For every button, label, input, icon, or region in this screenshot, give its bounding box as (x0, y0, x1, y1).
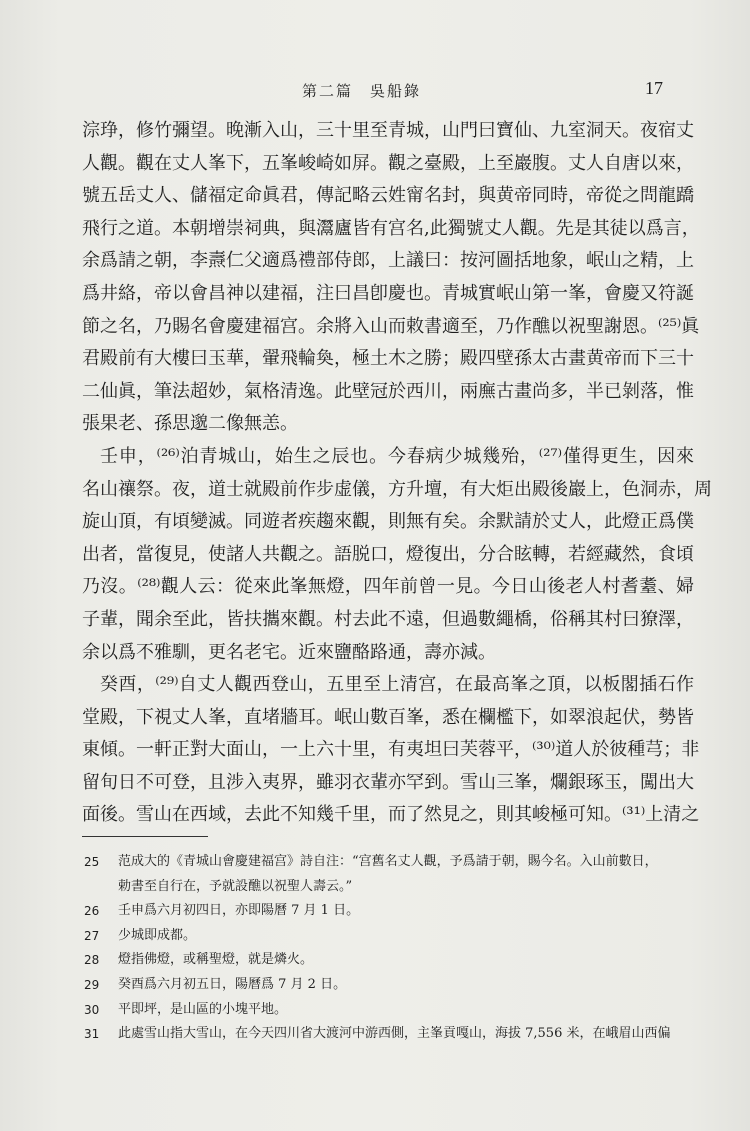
text-line: 堂殿，下視丈人峯，直堵牆耳。岷山數百峯，悉在欄檻下，如翠浪起伏，勢皆 (82, 706, 694, 728)
paragraph-start-line: 癸酉，⁽²⁹⁾自丈人觀西登山，五里至上清宫，在最高峯之頂，以板閣插石作 (100, 674, 694, 696)
text-line: 人觀。觀在丈人峯下，五峯峻崎如屏。觀之臺殿，上至巖腹。丈人自唐以來， (82, 152, 694, 174)
footnote (84, 948, 694, 973)
text-line: 留旬日不可登，且涉入夷界，雖羽衣輩亦罕到。雪山三峯，爛銀琢玉，闖出大 (82, 771, 694, 793)
text-line: 名山禳祭。夜，道士就殿前作步虚儀，方升壇，有大炬出殿後巖上，色洞赤，周 (82, 478, 712, 500)
text-line: 君殿前有大樓曰玉華，翬飛輪奐，極土木之勝；殿四壁孫太古畫黄帝而下三十 (82, 348, 694, 370)
footnote (84, 973, 694, 998)
text-line: 乃沒。⁽²⁸⁾觀人云：從來此峯無燈，四年前曾一見。今日山後老人村耆耋、婦 (82, 576, 694, 598)
text-line: 子輩，聞余至此，皆扶攜來觀。村去此不遠，但過數繩橋，俗稱其村曰獠澤， (82, 608, 694, 630)
text-line: 東傾。一軒正對大面山，一上六十里，有夷坦曰芙蓉平，⁽³⁰⁾道人於彼種芎；非 (82, 739, 700, 761)
running-head: 第二篇 吳船錄 (302, 82, 422, 100)
text-line: 飛行之道。本朝增崇祠典，與灊廬皆有宫名,此獨號丈人觀。先是其徒以爲言， (82, 217, 700, 239)
footnote-number: 30 (84, 1002, 100, 1017)
footnote-text: 癸酉爲六月初五日，陽曆爲 7 月 2 日。 (118, 976, 347, 992)
footnote (84, 899, 694, 924)
text-line: 爲井絡，帝以會昌神以建福，注曰昌卽慶也。青城實岷山第一峯，會慶又符誕 (82, 282, 694, 304)
footnote-separator (82, 836, 208, 837)
footnote-text: 范成大的《青城山會慶建福宫》詩自注：“宫舊名丈人觀，予爲請于朝，賜今名。入山前數日， (118, 854, 658, 869)
footnote-text: 少城即成都。 (118, 927, 197, 943)
body-text (82, 115, 712, 832)
footnote-number: 25 (84, 855, 100, 869)
footnote-number: 26 (84, 904, 100, 919)
text-line: 旋山頂，有頃變滅。同遊者疾趨來觀，則無有矣。余默請於丈人，此燈正爲僕 (82, 511, 694, 533)
footnote (84, 1022, 694, 1047)
footnote-text: 勅書至自行在，予就設醮以祝聖人壽云。” (118, 878, 353, 894)
text-line: 面後。雪山在西域，去此不知幾千里，而了然見之，則其峻極可知。⁽³¹⁾上清之 (82, 804, 700, 826)
footnote (84, 850, 694, 875)
page-header (0, 76, 750, 106)
footnote-number: 31 (84, 1027, 100, 1042)
text-line: 節之名，乃賜名會慶建福宫。余將入山而敕書適至，乃作醮以祝聖謝恩。⁽²⁵⁾眞 (82, 315, 700, 337)
text-line: 余爲請之朝，李燾仁父適爲禮部侍郎，上議曰：按河圖括地象，岷山之精，上 (82, 250, 694, 272)
text-line: 號五岳丈人、儲福定命眞君，傳記略云姓甯名封，與黄帝同時，帝從之問龍蹻 (82, 185, 694, 207)
footnote (84, 998, 694, 1023)
footnote-number: 28 (84, 953, 100, 968)
footnote-number: 29 (84, 977, 100, 992)
paragraph-start-line: 壬申，⁽²⁶⁾泊青城山，始生之辰也。今春病少城幾殆，⁽²⁷⁾僅得更生，因來 (100, 445, 694, 467)
text-line: 張果老、孫思邈二像無恙。 (82, 413, 298, 435)
text-line: 淙琤，修竹彌望。晚漸入山，三十里至青城，山門曰寶仙、九室洞天。夜宿丈 (82, 120, 694, 141)
footnote-continuation (84, 875, 694, 900)
text-line: 二仙眞，筆法超妙，氣格清逸。此壁冠於西川，兩廡古畫尚多，半已剝落，惟 (82, 380, 694, 402)
footnotes (84, 850, 694, 1047)
text-line: 出者，當復見，使諸人共觀之。語脱口，燈復出，分合眩轉，若經藏然，食頃 (82, 543, 694, 565)
footnote-number: 27 (84, 928, 100, 943)
page-number: 17 (645, 78, 663, 98)
text-line: 余以爲不雅馴，更名老宅。近來鹽酪路通，壽亦減。 (82, 641, 496, 663)
footnote-text: 此處雪山指大雪山，在今天四川省大渡河中游西側，主峯貢嘎山，海拔 7,556 米，在峨眉山西偏 (118, 1026, 671, 1042)
footnote-text: 壬申爲六月初四日，亦即陽曆 7 月 1 日。 (118, 903, 360, 919)
footnote-text: 燈指佛燈，或稱聖燈，就是燐火。 (118, 952, 314, 968)
footnote-text: 平即坪，是山區的小塊平地。 (118, 1001, 288, 1017)
footnote (84, 924, 694, 949)
